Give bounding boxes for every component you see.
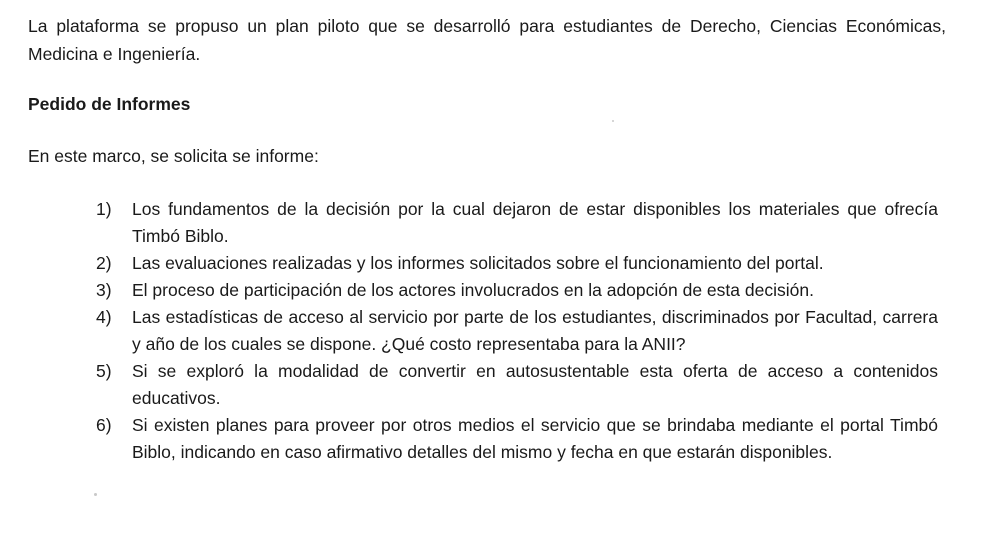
list-item-number: 3)	[96, 280, 112, 300]
scan-speck	[612, 120, 614, 122]
list-item-number: 5)	[96, 361, 112, 381]
list-item	[96, 250, 938, 277]
list-item-text: Los fundamentos de la decisión por la cual dejaron de estar disponibles los materiales que ofrecía Timbó Biblo.	[132, 199, 938, 246]
list-item-text: Si se exploró la modalidad de convertir en autosustentable esta oferta de acceso a contenidos educativos.	[132, 361, 938, 408]
lead-paragraph: En este marco, se solicita se informe:	[28, 146, 319, 166]
list-item	[96, 304, 938, 358]
requests-list	[96, 196, 938, 466]
list-item-text: Las estadísticas de acceso al servicio por parte de los estudiantes, discriminados por Facultad, carrera y año de los cuales se dispone. ¿Qué costo representaba para la ANII?	[132, 307, 938, 354]
list-item-number: 2)	[96, 253, 112, 273]
section-heading: Pedido de Informes	[28, 94, 191, 114]
scan-speck	[94, 493, 97, 496]
intro-paragraph: La plataforma se propuso un plan piloto que se desarrolló para estudiantes de Derecho, Ciencias Económicas, Medicina e Ingeniería.	[28, 16, 946, 64]
list-item	[96, 358, 938, 412]
list-item-text: Las evaluaciones realizadas y los informes solicitados sobre el funcionamiento del portal.	[132, 253, 824, 273]
list-item-number: 6)	[96, 415, 112, 435]
list-item	[96, 412, 938, 466]
list-item-text: Si existen planes para proveer por otros medios el servicio que se brindaba mediante el portal Timbó Biblo, indicando en caso afirmativo detalles del mismo y fecha en que estarán disponibles.	[132, 415, 938, 462]
list-item-text: El proceso de participación de los actores involucrados en la adopción de esta decisión.	[132, 280, 814, 300]
list-item	[96, 277, 938, 304]
list-item-number: 1)	[96, 199, 112, 219]
list-item-number: 4)	[96, 307, 112, 327]
list-item	[96, 196, 938, 250]
